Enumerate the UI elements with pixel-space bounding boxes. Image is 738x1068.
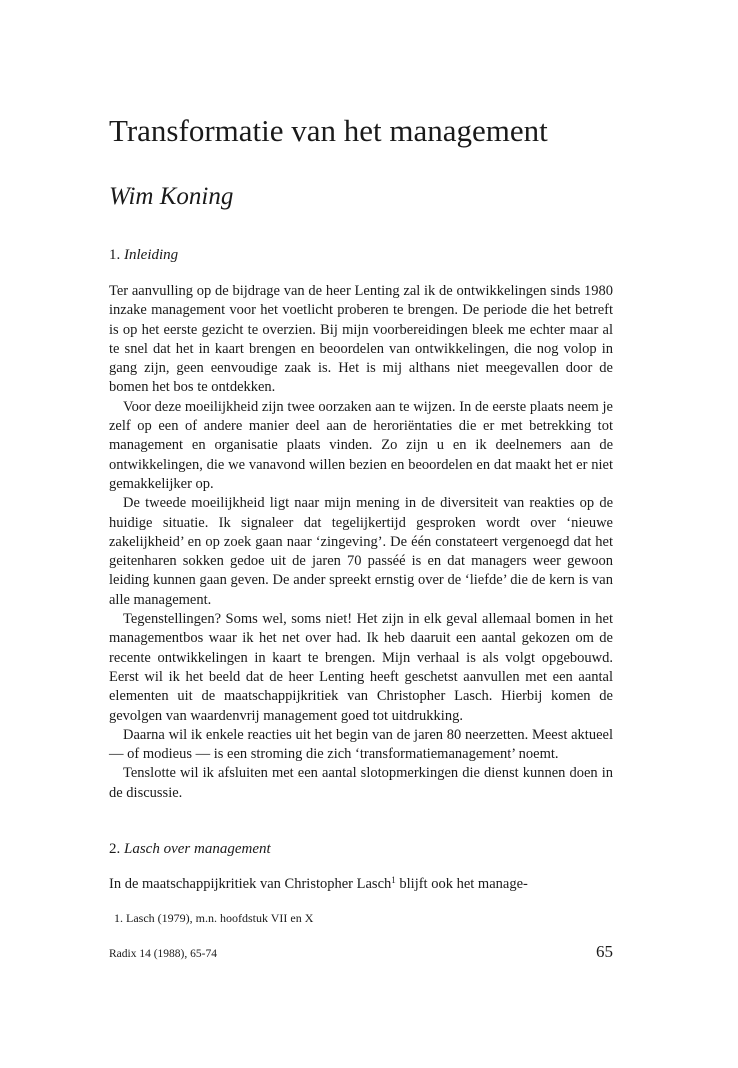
page-number: 65 bbox=[596, 942, 613, 961]
paragraph bbox=[109, 875, 613, 894]
paragraph: Tegenstellingen? Soms wel, soms niet! Het zijn in elk geval allemaal bomen in het managementbos waar ik het net over had. Ik heb daaruit een aantal gekozen om de recente ontwikkelingen in kaart te brengen. Mijn verhaal is als volgt opgebouwd. Eerst wil ik het beeld dat de heer Lenting heeft geschetst aanvullen met een aantal elementen uit de maatschappijkritiek van Christopher Lasch. Hierbij komen de gevolgen van waardenvrij management goed tot uitdrukking. bbox=[109, 611, 613, 724]
journal-citation: Radix 14 (1988), 65-74 bbox=[109, 948, 217, 960]
section-1-body bbox=[109, 282, 613, 803]
paragraph: De tweede moeilijkheid ligt naar mijn mening in de diversiteit van reakties op de huidige situatie. Ik signaleer dat tegelijkertijd gesproken wordt over ‘nieuwe zakelijkheid’ en op zoek gaan naar ‘zingeving’. De één constateert vergenoegd dat het geitenharen sokken gedoe uit de jaren 70 passéé is en dat managers weer gewoon leiding kunnen gaan geven. De ander spreekt ernstig over de ‘liefde’ die de kern is van alle management. bbox=[109, 495, 613, 608]
article-title: Transformatie van het management bbox=[109, 113, 548, 148]
paragraph: Ter aanvulling op de bijdrage van de heer Lenting zal ik de ontwikkelingen sinds 1980 inzake management voor het voetlicht proberen te brengen. De periode die het betreft is op het eerste gezicht te overzien. Bij mijn voorbereidingen bleek me echter maar al te snel dat het in kaart brengen en beoordelen van ontwikkelingen, die nog volop in gang zijn, geen eenvoudige zaak is. Het is mij althans niet meegevallen door de bomen het bos te ontdekken. bbox=[109, 283, 613, 396]
footnote: 1. Lasch (1979), m.n. hoofdstuk VII en X bbox=[114, 911, 314, 925]
paragraph-text: blijft ook het manage- bbox=[395, 876, 528, 892]
section-number: 2. bbox=[109, 841, 121, 857]
paragraph-text: In de maatschappijkritiek van Christopher Lasch bbox=[109, 876, 392, 892]
paragraph: Tenslotte wil ik afsluiten met een aantal slotopmerkingen die dienst kunnen doen in de discussie. bbox=[109, 765, 613, 801]
paragraph: Daarna wil ik enkele reacties uit het begin van de jaren 80 neerzetten. Meest aktueel — of modieus — is een stroming die zich ‘transformatiemanagement’ noemt. bbox=[109, 726, 613, 763]
section-number: 1. bbox=[109, 247, 121, 263]
paragraph: Voor deze moeilijkheid zijn twee oorzaken aan te wijzen. In de eerste plaats neem je zelf op een of andere manier deel aan de heroriëntaties die er met betrekking tot management en organisatie plaats vinden. Zo zijn u en ik deelnemers aan de ontwikkelingen, die we vanavond willen bezien en beoordelen en dat maakt het er niet gemakkelijker op. bbox=[109, 398, 613, 492]
section-heading-2 bbox=[109, 839, 271, 859]
section-2-body bbox=[109, 875, 613, 894]
section-heading-1 bbox=[109, 245, 178, 265]
article-author: Wim Koning bbox=[109, 183, 234, 210]
section-title: Inleiding bbox=[124, 247, 179, 263]
section-title: Lasch over management bbox=[124, 841, 271, 857]
footnote-ref[interactable]: 1 bbox=[391, 875, 396, 885]
